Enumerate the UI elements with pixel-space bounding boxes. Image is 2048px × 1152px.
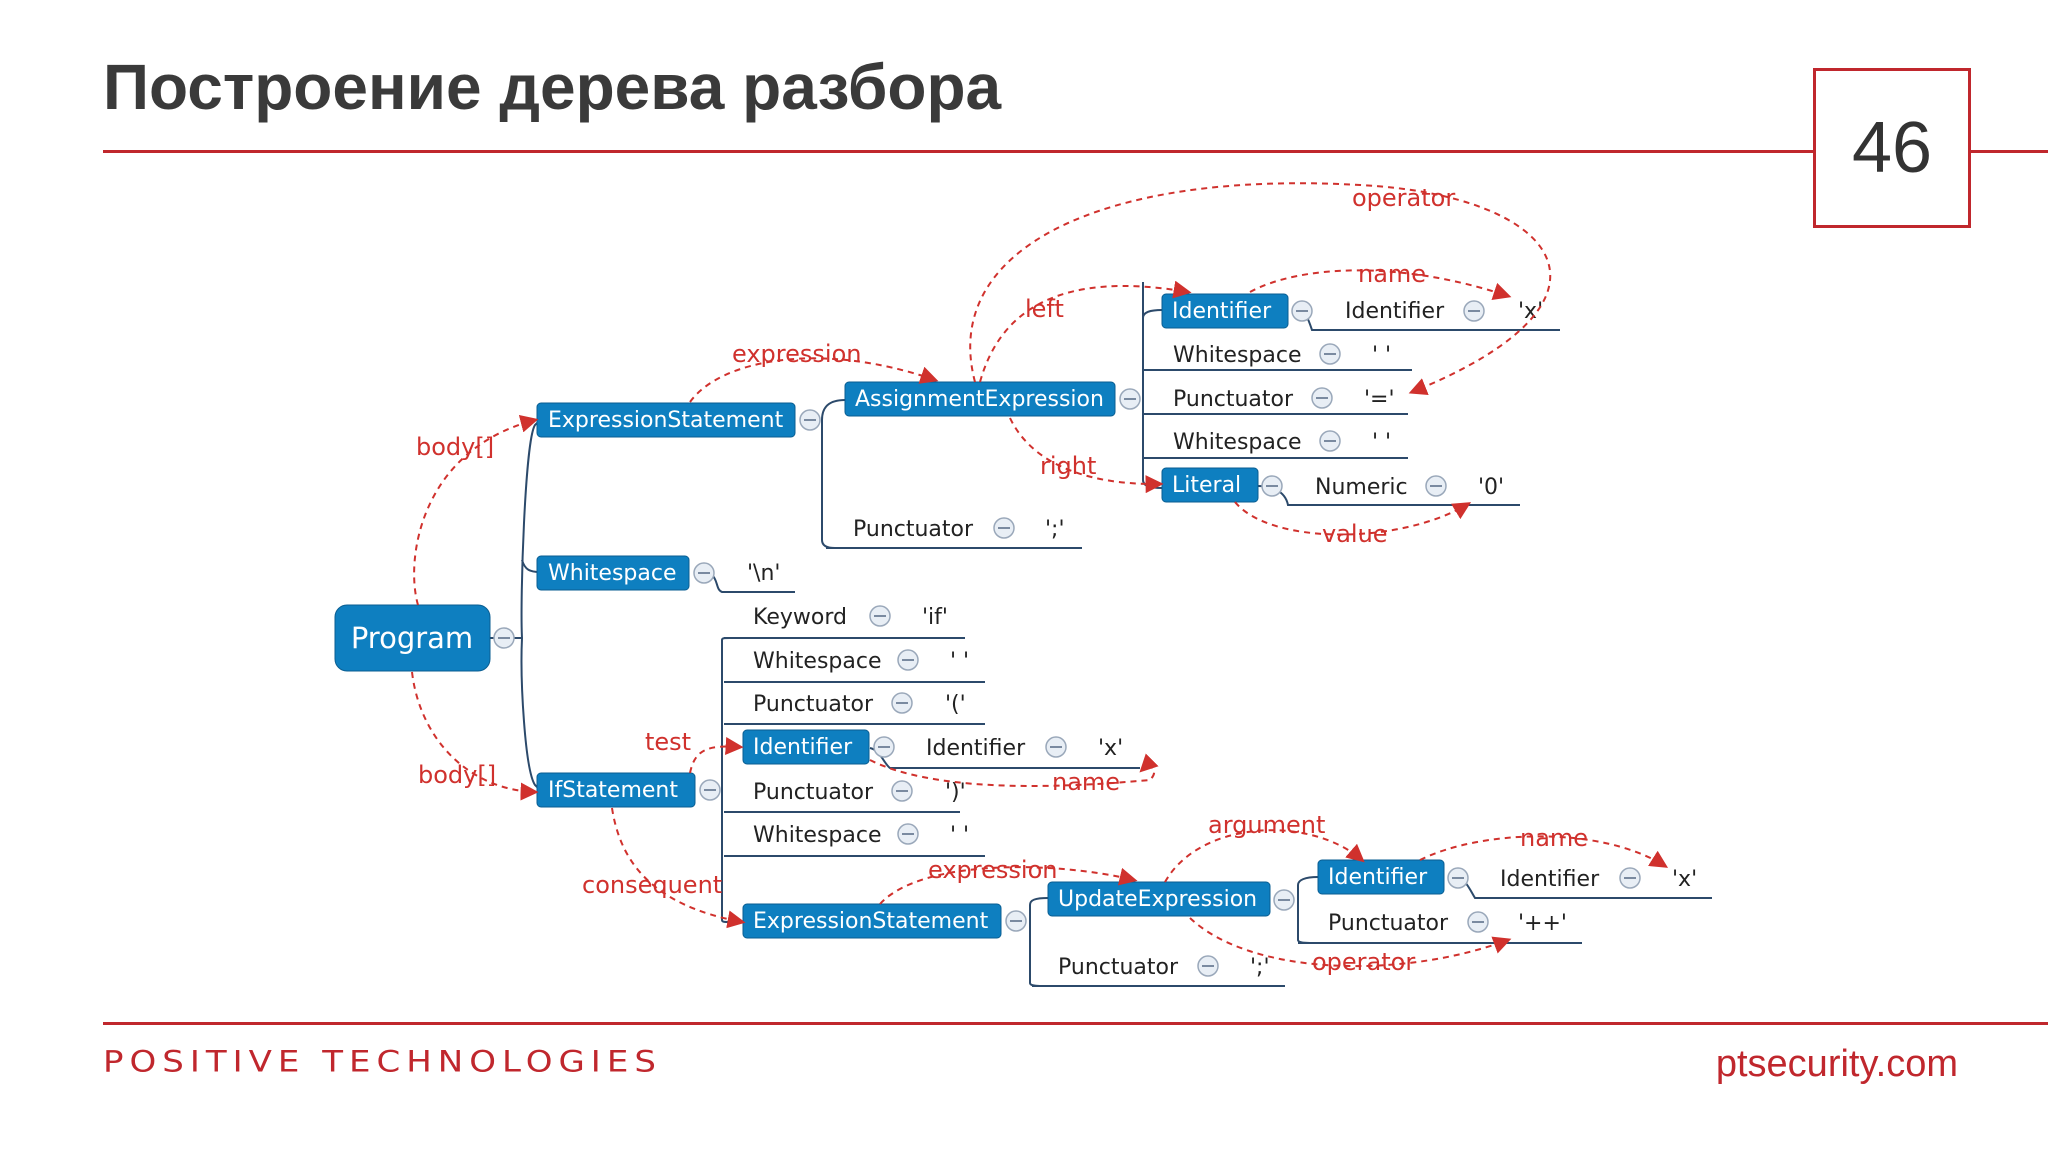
svg-text:'=': '=' bbox=[1364, 387, 1395, 412]
svg-text:Punctuator: Punctuator bbox=[753, 692, 874, 717]
svg-text:Literal: Literal bbox=[1172, 473, 1242, 498]
collapse-icon bbox=[1468, 912, 1488, 932]
node-whitespace[interactable] bbox=[537, 556, 689, 590]
svg-text:'x': 'x' bbox=[1098, 736, 1124, 761]
collapse-icon bbox=[892, 781, 912, 801]
collapse-icon bbox=[1120, 389, 1140, 409]
svg-text:ExpressionStatement: ExpressionStatement bbox=[753, 909, 989, 934]
svg-text:Whitespace: Whitespace bbox=[548, 561, 677, 586]
annotation-consequent: consequent bbox=[582, 871, 723, 899]
annotation-name: name bbox=[1520, 824, 1589, 852]
collapse-icon bbox=[994, 518, 1014, 538]
collapse-icon bbox=[1426, 476, 1446, 496]
collapse-icon bbox=[870, 606, 890, 626]
collapse-icon bbox=[874, 737, 894, 757]
node-if-statement[interactable] bbox=[537, 773, 695, 807]
collapse-icon bbox=[1262, 476, 1282, 496]
node-literal[interactable] bbox=[1162, 468, 1258, 502]
collapse-icon bbox=[1448, 868, 1468, 888]
svg-text:Identifier: Identifier bbox=[1328, 865, 1428, 890]
node-identifier-test[interactable] bbox=[743, 730, 869, 764]
svg-text:';': ';' bbox=[1250, 955, 1270, 980]
svg-text:'x': 'x' bbox=[1672, 867, 1698, 892]
svg-text:Identifier: Identifier bbox=[1345, 299, 1445, 324]
svg-text:Keyword: Keyword bbox=[753, 605, 847, 630]
svg-text:Identifier: Identifier bbox=[753, 735, 853, 760]
svg-text:'if': 'if' bbox=[922, 605, 948, 630]
node-update-expression[interactable] bbox=[1048, 882, 1270, 916]
svg-text:' ': ' ' bbox=[950, 823, 970, 848]
svg-text:Identifier: Identifier bbox=[1500, 867, 1600, 892]
annotation-body-bottom: body[] bbox=[418, 761, 497, 789]
svg-text:Punctuator: Punctuator bbox=[1058, 955, 1179, 980]
collapse-icon bbox=[694, 563, 714, 583]
collapse-icon bbox=[1320, 344, 1340, 364]
svg-text:Punctuator: Punctuator bbox=[1328, 911, 1449, 936]
node-identifier-left[interactable] bbox=[1162, 294, 1288, 328]
collapse-icon bbox=[898, 824, 918, 844]
node-program[interactable] bbox=[335, 605, 490, 671]
svg-text:Identifier: Identifier bbox=[1172, 299, 1272, 324]
collapse-icon bbox=[1464, 301, 1484, 321]
node-assignment-expression[interactable] bbox=[845, 382, 1115, 416]
annotation-name: name bbox=[1052, 768, 1121, 796]
node-identifier-argument[interactable] bbox=[1318, 860, 1444, 894]
collapse-icon bbox=[1320, 431, 1340, 451]
svg-text:Whitespace: Whitespace bbox=[1173, 343, 1302, 368]
collapse-icon bbox=[1198, 956, 1218, 976]
annotation-name: name bbox=[1358, 260, 1427, 288]
annotation-argument: argument bbox=[1208, 811, 1326, 839]
svg-text:Numeric: Numeric bbox=[1315, 475, 1408, 500]
svg-text:' ': ' ' bbox=[1372, 343, 1392, 368]
collapse-icon bbox=[1046, 737, 1066, 757]
svg-text:')': ')' bbox=[945, 780, 966, 805]
annotation-left: left bbox=[1025, 295, 1064, 323]
svg-text:'\n': '\n' bbox=[747, 561, 781, 586]
svg-text:' ': ' ' bbox=[1372, 430, 1392, 455]
collapse-icon bbox=[700, 780, 720, 800]
svg-text:IfStatement: IfStatement bbox=[548, 778, 679, 803]
svg-text:ExpressionStatement: ExpressionStatement bbox=[548, 408, 784, 433]
svg-text:Punctuator: Punctuator bbox=[753, 780, 874, 805]
collapse-icon bbox=[800, 410, 820, 430]
collapse-icon bbox=[494, 628, 514, 648]
svg-text:'(': '(' bbox=[945, 692, 966, 717]
svg-text:Identifier: Identifier bbox=[926, 736, 1026, 761]
node-expression-statement-consequent[interactable] bbox=[743, 904, 1001, 938]
svg-text:';': ';' bbox=[1045, 517, 1065, 542]
svg-text:Punctuator: Punctuator bbox=[853, 517, 974, 542]
svg-text:Whitespace: Whitespace bbox=[1173, 430, 1302, 455]
slide-title: Построение дерева разбора bbox=[103, 51, 1002, 123]
collapse-icon bbox=[1292, 301, 1312, 321]
annotation-value: value bbox=[1322, 520, 1388, 548]
brand-logo-text: POSITIVE TECHNOLOGIES bbox=[103, 1045, 662, 1079]
svg-text:UpdateExpression: UpdateExpression bbox=[1058, 887, 1258, 912]
svg-text:Punctuator: Punctuator bbox=[1173, 387, 1294, 412]
collapse-icon bbox=[1274, 890, 1294, 910]
svg-text:Program: Program bbox=[350, 621, 474, 655]
collapse-icon bbox=[1006, 911, 1026, 931]
annotation-operator: operator bbox=[1312, 948, 1416, 976]
annotation-test: test bbox=[645, 728, 692, 756]
svg-text:AssignmentExpression: AssignmentExpression bbox=[855, 387, 1104, 412]
website-link[interactable]: ptsecurity.com bbox=[1715, 1043, 1958, 1085]
svg-text:Whitespace: Whitespace bbox=[753, 823, 882, 848]
annotation-expression: expression bbox=[732, 340, 862, 368]
collapse-icon bbox=[1620, 868, 1640, 888]
svg-text:'0': '0' bbox=[1478, 475, 1505, 500]
svg-text:'x': 'x' bbox=[1518, 299, 1544, 324]
collapse-icon bbox=[898, 650, 918, 670]
svg-text:' ': ' ' bbox=[950, 649, 970, 674]
collapse-icon bbox=[1312, 388, 1332, 408]
annotation-body-top: body[] bbox=[416, 433, 495, 461]
collapse-icon bbox=[892, 693, 912, 713]
node-expression-statement[interactable] bbox=[537, 403, 795, 437]
annotation-operator: operator bbox=[1352, 184, 1456, 212]
svg-text:'++': '++' bbox=[1518, 911, 1567, 936]
annotation-right: right bbox=[1040, 452, 1097, 480]
footer-divider-line bbox=[103, 1022, 2048, 1025]
annotation-expression: expression bbox=[928, 856, 1058, 884]
svg-text:Whitespace: Whitespace bbox=[753, 649, 882, 674]
page-number: 46 bbox=[1851, 108, 1933, 188]
